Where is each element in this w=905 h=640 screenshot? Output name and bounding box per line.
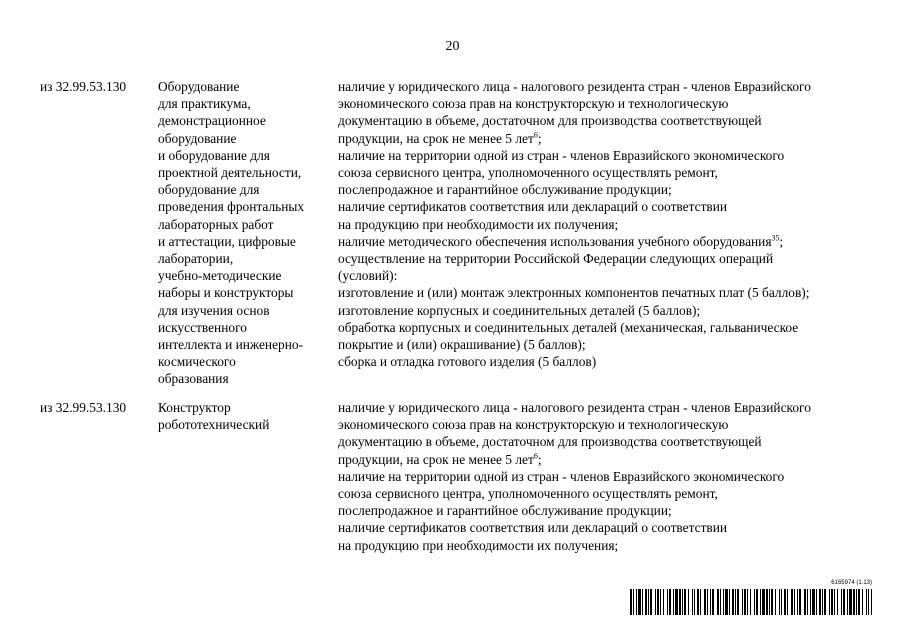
req-line: (условий):: [338, 268, 398, 284]
requirements: [338, 78, 883, 370]
product-name: [158, 399, 333, 433]
barcode-icon: [630, 589, 872, 615]
name-line: учебно-методические: [158, 268, 282, 284]
footnote-ref: 6: [533, 130, 538, 140]
barcode-number: 6165974 (1.13): [831, 580, 872, 586]
footnote-ref: 35: [771, 233, 780, 243]
req-line: сборка и отладка готового изделия (5 баллов): [338, 354, 597, 370]
name-line: Оборудование: [158, 79, 240, 94]
req-line: документацию в объеме, достаточном для производства соответствующей: [338, 434, 762, 450]
req-line: наличие у юридического лица - налогового резидента стран - членов Евразийского: [338, 79, 811, 94]
req-line: изготовление и (или) монтаж электронных компонентов печатных плат (5 баллов);: [338, 285, 810, 301]
req-punct: ;: [537, 130, 542, 146]
name-line: интеллекта и инженерно-: [158, 337, 304, 353]
product-name: [158, 78, 333, 388]
req-punct: ;: [537, 451, 542, 467]
name-line: искусственного: [158, 319, 247, 335]
name-line: для практикума,: [158, 96, 251, 112]
name-line: оборудование: [158, 130, 237, 146]
req-line: покрытие и (или) окрашивание) (5 баллов);: [338, 337, 586, 353]
req-line: послепродажное и гарантийное обслуживание продукции;: [338, 182, 672, 198]
name-line: образования: [158, 371, 229, 387]
name-line: лабораторных работ: [158, 216, 274, 232]
req-text: наличие методического обеспечения использования учебного оборудования: [338, 233, 772, 249]
okpd-code: из 32.99.53.130: [40, 400, 127, 415]
name-line: оборудование для: [158, 182, 260, 198]
req-line: послепродажное и гарантийное обслуживание продукции;: [338, 503, 672, 519]
req-line: на продукцию при необходимости их получения;: [338, 537, 619, 553]
name-line: лаборатории,: [158, 251, 234, 267]
req-line: изготовление корпусных и соединительных деталей (5 баллов);: [338, 302, 701, 318]
document-barcode: [630, 580, 872, 616]
req-line: [338, 233, 883, 250]
name-line: проведения фронтальных: [158, 199, 305, 215]
req-line: союза сервисного центра, уполномоченного осуществлять ремонт,: [338, 486, 718, 502]
req-text: продукции, на срок не менее 5 лет: [338, 130, 534, 146]
req-line: [338, 130, 883, 147]
name-line: космического: [158, 354, 236, 370]
req-line: обработка корпусных и соединительных деталей (механическая, гальваническое: [338, 319, 799, 335]
page-number: 20: [445, 39, 460, 54]
req-line: наличие на территории одной из стран - членов Евразийского экономического: [338, 147, 785, 163]
req-line: на продукцию при необходимости их получения;: [338, 216, 619, 232]
name-line: демонстрационное: [158, 113, 266, 129]
name-line: и аттестации, цифровые: [158, 233, 296, 249]
req-line: наличие на территории одной из стран - членов Евразийского экономического: [338, 468, 785, 484]
req-line: экономического союза прав на конструкторскую и технологическую: [338, 96, 729, 112]
req-line: [338, 451, 883, 468]
requirements: [338, 399, 883, 554]
req-line: наличие сертификатов соответствия или деклараций о соответствии: [338, 520, 728, 536]
name-line: робототехнический: [158, 417, 270, 433]
req-line: экономического союза прав на конструкторскую и технологическую: [338, 417, 729, 433]
req-line: наличие сертификатов соответствия или деклараций о соответствии: [338, 199, 728, 215]
req-line: осуществление на территории Российской Федерации следующих операций: [338, 251, 774, 267]
req-line: союза сервисного центра, уполномоченного осуществлять ремонт,: [338, 165, 718, 181]
name-line: и оборудование для: [158, 147, 270, 163]
okpd-code: из 32.99.53.130: [40, 79, 127, 94]
req-text: продукции, на срок не менее 5 лет: [338, 451, 534, 467]
req-line: наличие у юридического лица - налогового резидента стран - членов Евразийского: [338, 400, 811, 415]
name-line: для изучения основ: [158, 302, 270, 318]
req-line: документацию в объеме, достаточном для производства соответствующей: [338, 113, 762, 129]
name-line: наборы и конструкторы: [158, 285, 294, 301]
name-line: проектной деятельности,: [158, 165, 302, 181]
req-punct: ;: [779, 233, 784, 249]
footnote-ref: 6: [533, 451, 538, 461]
name-line: Конструктор: [158, 400, 231, 415]
